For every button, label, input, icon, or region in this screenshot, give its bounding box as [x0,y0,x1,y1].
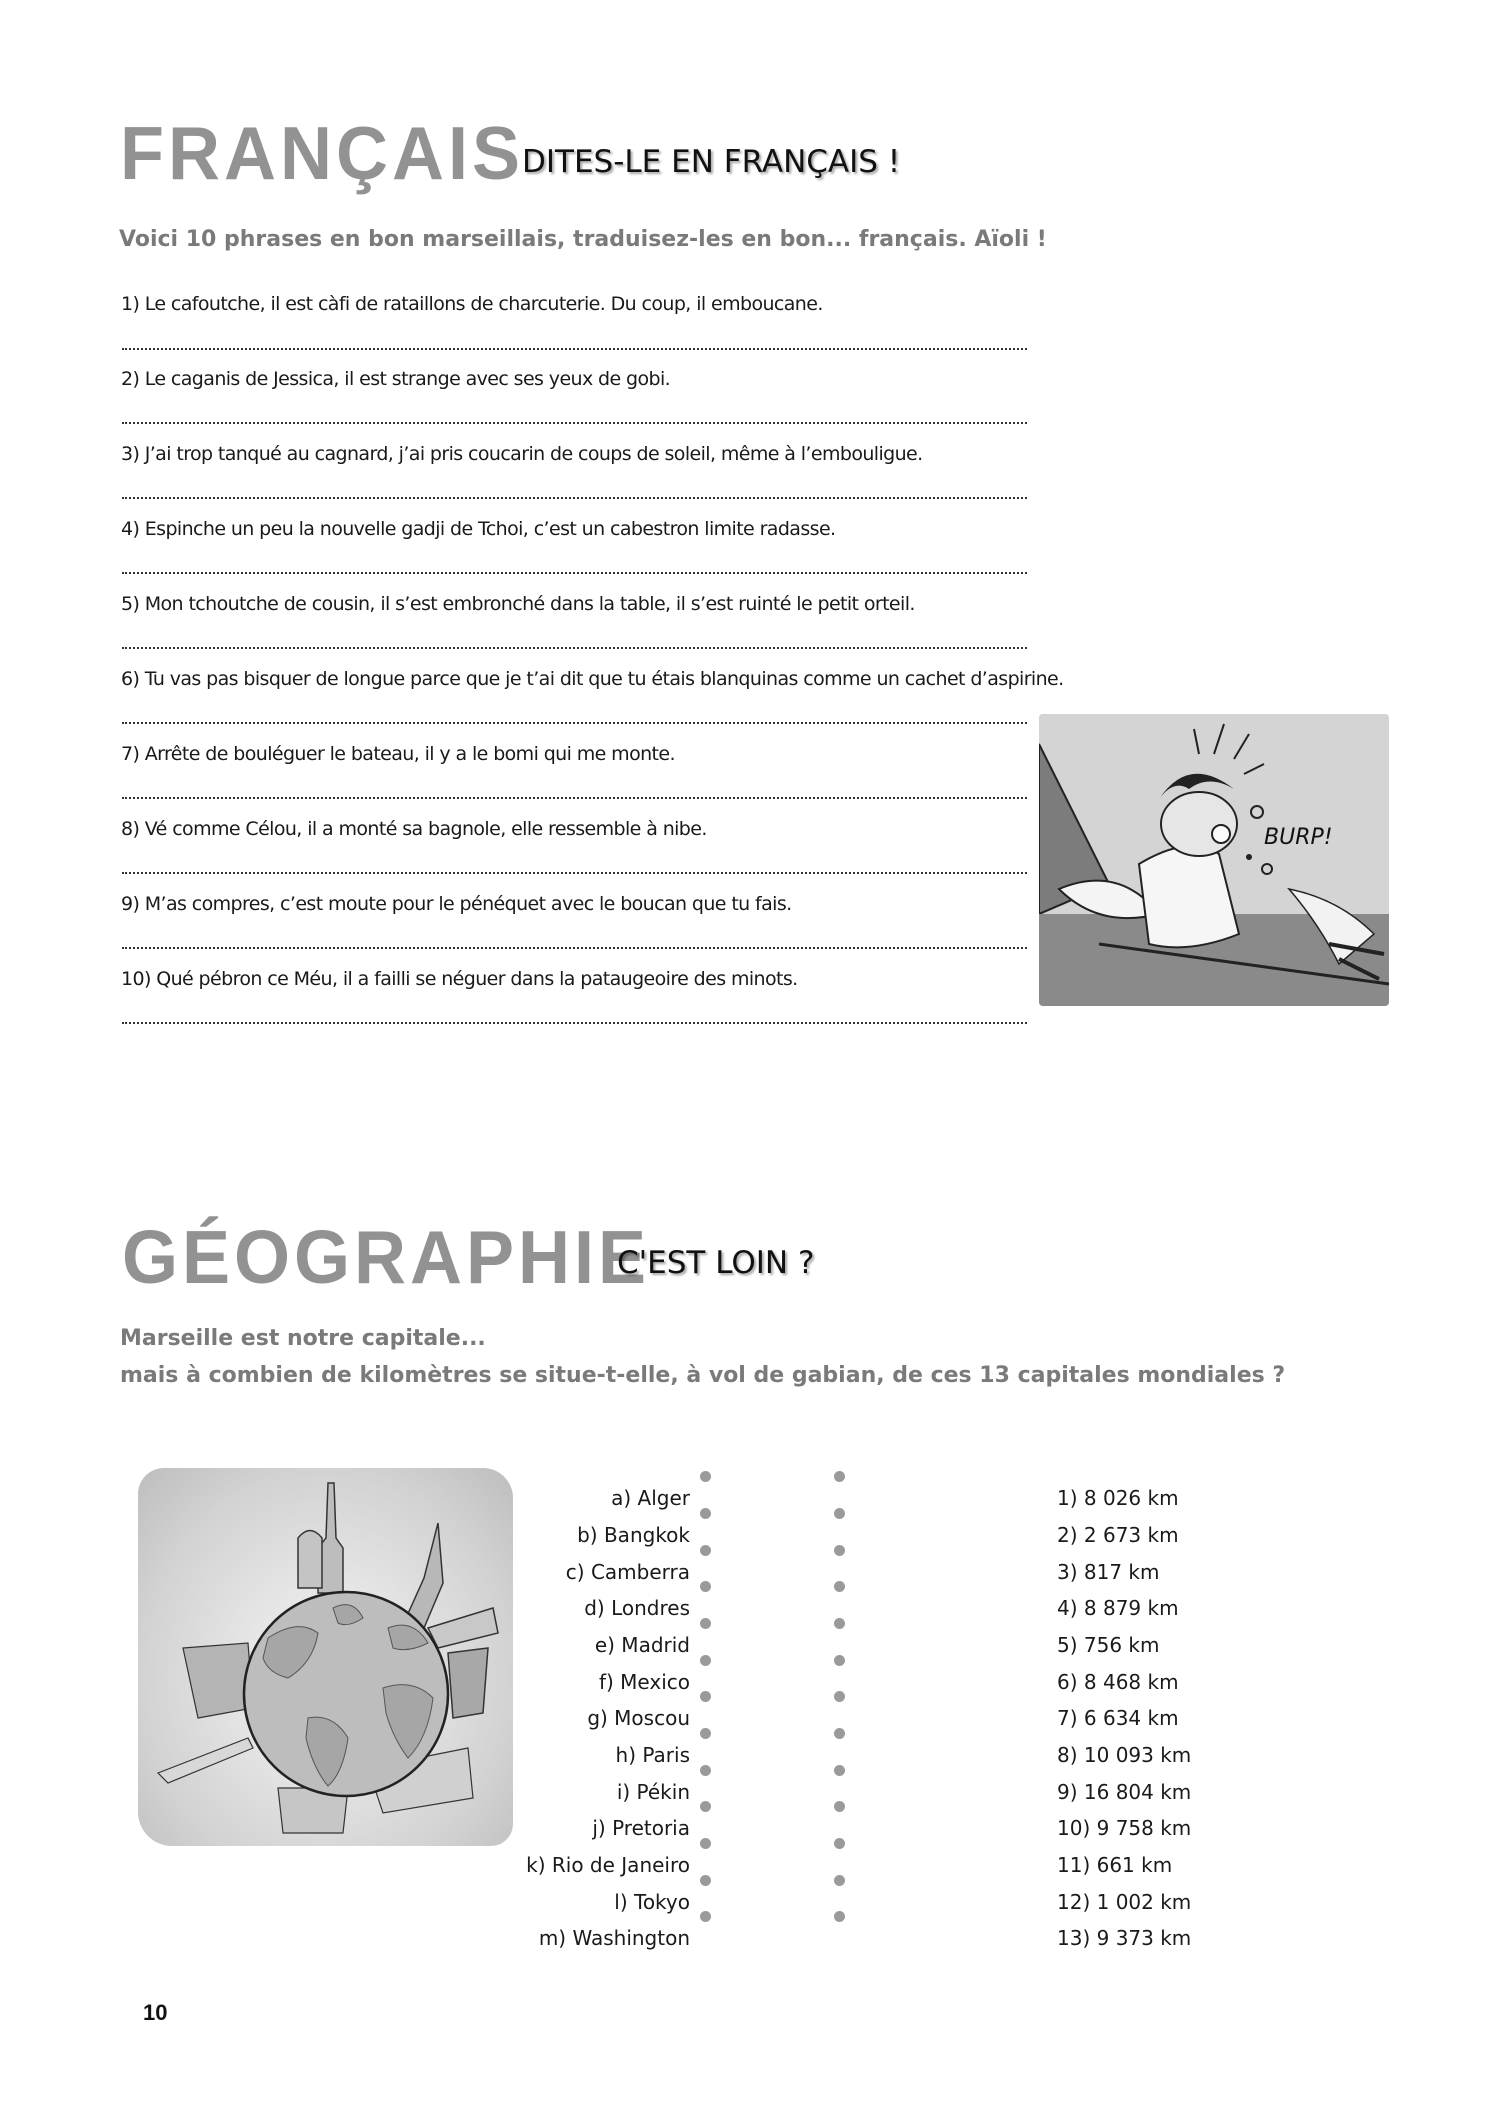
answer-line-8[interactable] [122,872,1027,874]
city-item: k) Rio de Janeiro [526,1853,690,1877]
distance-dot[interactable] [834,1911,845,1922]
distance-item: 3) 817 km [1057,1560,1160,1584]
distance-item: 9) 16 804 km [1057,1780,1192,1804]
distance-dot[interactable] [834,1471,845,1482]
city-item: a) Alger [611,1486,690,1510]
francais-title: FRANÇAIS [120,111,524,196]
city-dot[interactable] [700,1471,711,1482]
geographie-intro-line1: Marseille est notre capitale... [120,1326,486,1351]
page-number: 10 [143,2000,168,2025]
cartoon-illustration [1039,714,1389,1006]
city-item: j) Pretoria [592,1816,690,1840]
geographie-subtitle: C'EST LOIN ? [617,1245,815,1281]
answer-line-1[interactable] [122,348,1027,350]
distance-dot[interactable] [834,1618,845,1629]
distance-dot[interactable] [834,1728,845,1739]
answer-line-10[interactable] [122,1022,1027,1024]
city-dot[interactable] [700,1508,711,1519]
burp-cartoon-icon [1039,714,1389,1006]
distance-dot[interactable] [834,1508,845,1519]
distance-item: 4) 8 879 km [1057,1596,1179,1620]
distance-dot[interactable] [834,1581,845,1592]
francais-subtitle: DITES-LE EN FRANÇAIS ! [522,144,901,180]
distance-item: 12) 1 002 km [1057,1890,1192,1914]
city-dot[interactable] [700,1875,711,1886]
distance-item: 7) 6 634 km [1057,1706,1179,1730]
geographie-title: GÉOGRAPHIE [122,1215,651,1300]
distance-dot[interactable] [834,1875,845,1886]
city-item: f) Mexico [598,1670,690,1694]
distance-item: 10) 9 758 km [1057,1816,1192,1840]
answer-line-4[interactable] [122,572,1027,574]
answer-line-5[interactable] [122,647,1027,649]
city-item: m) Washington [538,1926,690,1950]
city-dot[interactable] [700,1838,711,1849]
distance-item: 5) 756 km [1057,1633,1160,1657]
geographie-intro-line2: mais à combien de kilomètres se situe-t-elle, à vol de gabian, de ces 13 capitales mondiales ? [120,1363,1286,1388]
city-item: e) Madrid [594,1633,690,1657]
city-item: d) Londres [584,1596,690,1620]
answer-line-6[interactable] [122,722,1027,724]
city-item: l) Tokyo [614,1890,690,1914]
question-8: 8) Vé comme Célou, il a monté sa bagnole, elle ressemble à nibe. [121,818,707,840]
question-6: 6) Tu vas pas bisquer de longue parce que je t’ai dit que tu étais blanquinas comme un cachet d’aspirine. [121,668,1064,690]
answer-line-9[interactable] [122,947,1027,949]
distance-item: 8) 10 093 km [1057,1743,1192,1767]
city-item: g) Moscou [587,1706,690,1730]
distance-item: 13) 9 373 km [1057,1926,1192,1950]
distance-dot[interactable] [834,1838,845,1849]
question-2: 2) Le caganis de Jessica, il est strange avec ses yeux de gobi. [121,368,671,390]
distance-dot[interactable] [834,1765,845,1776]
answer-line-2[interactable] [122,422,1027,424]
distance-dot[interactable] [834,1545,845,1556]
city-dot[interactable] [700,1618,711,1629]
question-5: 5) Mon tchoutche de cousin, il s’est embronché dans la table, il s’est ruinté le petit orteil. [121,593,915,615]
city-item: i) Pékin [616,1780,690,1804]
question-3: 3) J’ai trop tanqué au cagnard, j’ai pris coucarin de coups de soleil, même à l’embouligue. [121,443,923,465]
city-dot[interactable] [700,1911,711,1922]
question-9: 9) M’as compres, c’est moute pour le pénéquet avec le boucan que tu fais. [121,893,792,915]
question-1: 1) Le cafoutche, il est càfi de rataillons de charcuterie. Du coup, il emboucane. [121,293,823,315]
question-4: 4) Espinche un peu la nouvelle gadji de Tchoi, c’est un cabestron limite radasse. [121,518,836,540]
francais-intro: Voici 10 phrases en bon marseillais, traduisez-les en bon... français. Aïoli ! [119,227,1047,252]
city-dot[interactable] [700,1545,711,1556]
city-dot[interactable] [700,1691,711,1702]
distance-item: 2) 2 673 km [1057,1523,1179,1547]
city-item: c) Camberra [565,1560,690,1584]
burp-text: BURP! [1264,825,1333,850]
distance-dot[interactable] [834,1691,845,1702]
answer-line-7[interactable] [122,797,1027,799]
distance-item: 11) 661 km [1057,1853,1173,1877]
city-dot[interactable] [700,1801,711,1812]
distance-dot[interactable] [834,1801,845,1812]
answer-line-3[interactable] [122,497,1027,499]
city-dot[interactable] [700,1581,711,1592]
distance-item: 6) 8 468 km [1057,1670,1179,1694]
question-10: 10) Qué pébron ce Méu, il a failli se néguer dans la pataugeoire des minots. [121,968,798,990]
city-item: h) Paris [615,1743,690,1767]
city-item: b) Bangkok [577,1523,690,1547]
city-dot[interactable] [700,1765,711,1776]
question-7: 7) Arrête de bouléguer le bateau, il y a le bomi qui me monte. [121,743,675,765]
city-dot[interactable] [700,1728,711,1739]
distance-dot[interactable] [834,1655,845,1666]
distance-item: 1) 8 026 km [1057,1486,1179,1510]
city-dot[interactable] [700,1655,711,1666]
